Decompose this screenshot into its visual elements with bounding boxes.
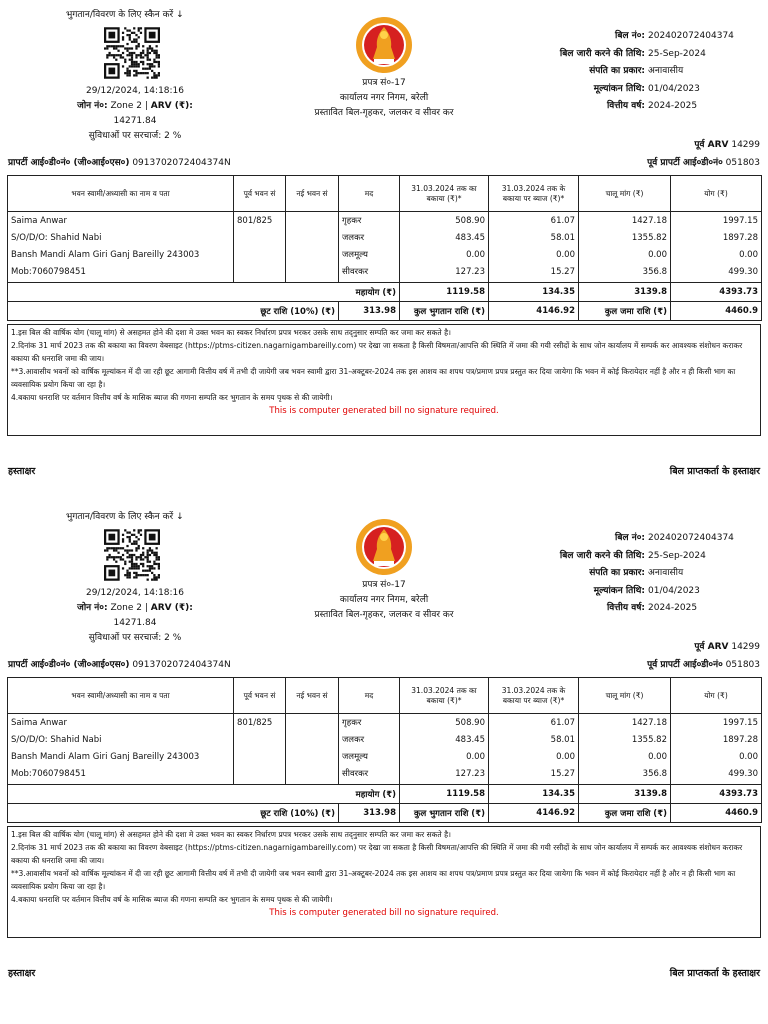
bill-number: 202402072404374 bbox=[648, 533, 734, 543]
bill-meta-left bbox=[60, 84, 210, 144]
nagar-nigam-logo bbox=[354, 15, 414, 75]
new-house-number bbox=[286, 714, 339, 785]
current-demand-values: 1427.18 1355.82 0.00 356.8 bbox=[579, 714, 671, 785]
column-header: 31.03.2024 तक के बकाया पर ब्याज (₹)* bbox=[489, 678, 579, 714]
surcharge-line: सुविधाओं पर सरचार्ज: 2 % bbox=[88, 633, 182, 643]
column-header: भवन स्वामी/अध्यासी का नाम व पता bbox=[8, 678, 234, 714]
column-header: मद bbox=[339, 176, 400, 212]
total-values: 1997.15 1897.28 0.00 499.30 bbox=[671, 212, 762, 283]
property-id: प्रापर्टी आई०डी०नं० (जी०आई०एस०) 0913702072404374N bbox=[8, 660, 231, 670]
grand-current: 3139.8 bbox=[579, 283, 671, 302]
arrears-values: 508.90 483.45 0.00 127.23 bbox=[400, 714, 489, 785]
down-arrow-icon: ↓ bbox=[176, 10, 184, 20]
table-header-row bbox=[8, 678, 762, 714]
column-header: योग (₹) bbox=[671, 176, 762, 212]
column-header: पूर्व भवन सं bbox=[234, 176, 286, 212]
note-item: 4.बकाया धनराशि पर वर्तमान वित्तीय वर्ष के मासिक ब्याज की गणना सम्पति कर भुगतान के समय पृथक से की जायेगी। bbox=[11, 895, 333, 904]
summary-row bbox=[8, 302, 762, 321]
signature-label: हस्ताक्षर bbox=[8, 466, 36, 477]
column-header: 31.03.2024 तक का बकाया (₹)* bbox=[400, 678, 489, 714]
nagar-nigam-logo bbox=[354, 517, 414, 577]
discount-amount: 313.98 bbox=[339, 302, 400, 321]
bill-subject: प्रस्तावित बिल-गृहकर, जलकर व सीवर कर bbox=[314, 108, 454, 118]
grand-total-row bbox=[8, 283, 762, 302]
financial-year: 2024-2025 bbox=[648, 603, 698, 613]
form-number: प्रपत्र सं०-17 bbox=[362, 580, 406, 590]
payable-amount: 4146.92 bbox=[489, 302, 579, 321]
grand-interest: 134.35 bbox=[489, 785, 579, 804]
owner-details bbox=[8, 714, 234, 785]
bill-subject: प्रस्तावित बिल-गृहकर, जलकर व सीवर कर bbox=[314, 610, 454, 620]
deposit-amount: 4460.9 bbox=[671, 804, 762, 823]
receiver-signature-label: बिल प्राप्तकर्ता के हस्ताक्षर bbox=[669, 466, 760, 477]
grand-total: 4393.73 bbox=[671, 283, 762, 302]
payable-label: कुल भुगतान राशि (₹) bbox=[400, 804, 489, 823]
column-header: चालू मांग (₹) bbox=[579, 678, 671, 714]
scan-instruction: भुगतान/विवरण के लिए स्कैन करें ↓ bbox=[66, 512, 184, 522]
table-header-row bbox=[8, 176, 762, 212]
down-arrow-icon: ↓ bbox=[176, 512, 184, 522]
table-row bbox=[8, 714, 762, 785]
note-item: **3.आवासीय भवनों को वार्षिक मूल्यांकन में दी जा रही छूट आगामी वित्तीय वर्ष में तभी दी जायेगी जब भवन स्वामी द्वारा 31-अक्टूबर-2024 तक इस आशय का शपथ पत्र/प्रमाण प्रपत्र प्रस्तुत कर दिया जायेगा कि भवन में कोई किरायेदार नहीं है और न ही किसी भाग का व्यवसायिक प्रयोग किया जा रहा है। bbox=[11, 869, 736, 891]
grand-current: 3139.8 bbox=[579, 785, 671, 804]
payable-label: कुल भुगतान राशि (₹) bbox=[400, 302, 489, 321]
office-info bbox=[300, 578, 468, 623]
assessment-date: 01/04/2023 bbox=[648, 83, 700, 94]
old-house-number: 801/825 bbox=[234, 714, 286, 785]
deposit-label: कुल जमा राशि (₹) bbox=[579, 804, 671, 823]
property-type: अनावासीय bbox=[648, 568, 684, 578]
bill-meta-right: बिल नं०: 202402072404374 बिल जारी करने की तिथि: 25-Sep-2024 संपति का प्रकार: अनावासीय मूल्यांकन तिथि: 01/04/2023 वित्तीय वर्ष: 2024-2025 bbox=[520, 530, 760, 618]
discount-label: छूट राशि (10%) (₹) bbox=[8, 804, 339, 823]
discount-amount: 313.98 bbox=[339, 804, 400, 823]
arrears-values: 508.90 483.45 0.00 127.23 bbox=[400, 212, 489, 283]
previous-property-id: पूर्व प्रापर्टी आई०डी०नं० 051803 bbox=[647, 660, 760, 670]
current-demand-values: 1427.18 1355.82 0.00 356.8 bbox=[579, 212, 671, 283]
deposit-amount: 4460.9 bbox=[671, 302, 762, 321]
column-header: भवन स्वामी/अध्यासी का नाम व पता bbox=[8, 176, 234, 212]
print-datetime: 29/12/2024, 14:18:16 bbox=[85, 86, 184, 96]
tax-table bbox=[7, 677, 762, 823]
payable-amount: 4146.92 bbox=[489, 804, 579, 823]
grand-arrears: 1119.58 bbox=[400, 785, 489, 804]
surcharge-line: सुविधाओं पर सरचार्ज: 2 % bbox=[88, 131, 182, 141]
previous-arv: पूर्व ARV 14299 bbox=[694, 140, 760, 150]
zone-arv-line: जोन नं०: Zone 2 | ARV (₹): 14271.84 bbox=[77, 101, 193, 126]
office-name: कार्यालय नगर निगम, बरेली bbox=[339, 595, 429, 605]
note-item: 2.दिनांक 31 मार्च 2023 तक की बकाया का विवरण वेबसाइट (https://ptms-citizen.nagarnigambareilly.com) पर देखा जा सकता है किसी विषमता/आपत्ति की स्थिति में जमा की गयी रसीदों के साथ जोन कार्यालय में सम्पर्क कर आवश्यक संशोधन कराकर बकाया की धनराशि जमा की जाय। bbox=[11, 843, 743, 865]
column-header: मद bbox=[339, 678, 400, 714]
new-house-number bbox=[286, 212, 339, 283]
office-name: कार्यालय नगर निगम, बरेली bbox=[339, 93, 429, 103]
grand-total-label: महायोग (₹) bbox=[8, 785, 400, 804]
issue-date: 25-Sep-2024 bbox=[648, 48, 706, 59]
bill-copy-2 bbox=[0, 502, 768, 1002]
computer-generated-notice: This is computer generated bill no signature required. bbox=[269, 406, 499, 416]
grand-interest: 134.35 bbox=[489, 283, 579, 302]
total-values: 1997.15 1897.28 0.00 499.30 bbox=[671, 714, 762, 785]
old-house-number: 801/825 bbox=[234, 212, 286, 283]
column-header: पूर्व भवन सं bbox=[234, 678, 286, 714]
grand-arrears: 1119.58 bbox=[400, 283, 489, 302]
deposit-label: कुल जमा राशि (₹) bbox=[579, 302, 671, 321]
note-item: 4.बकाया धनराशि पर वर्तमान वित्तीय वर्ष के मासिक ब्याज की गणना सम्पति कर भुगतान के समय पृथक से की जायेगी। bbox=[11, 393, 333, 402]
financial-year: 2024-2025 bbox=[648, 101, 698, 111]
office-info bbox=[300, 76, 468, 121]
property-type: अनावासीय bbox=[648, 66, 684, 76]
print-datetime: 29/12/2024, 14:18:16 bbox=[85, 588, 184, 598]
bill-copy-1 bbox=[0, 0, 768, 500]
previous-arv: पूर्व ARV 14299 bbox=[694, 642, 760, 652]
column-header: 31.03.2024 तक के बकाया पर ब्याज (₹)* bbox=[489, 176, 579, 212]
owner-relation: S/O/D/O: Shahid Nabi bbox=[11, 233, 102, 243]
terms-notes bbox=[7, 826, 761, 938]
grand-total: 4393.73 bbox=[671, 785, 762, 804]
assessment-date: 01/04/2023 bbox=[648, 585, 700, 596]
owner-name: Saima Anwar bbox=[11, 216, 68, 226]
qr-code-icon[interactable] bbox=[104, 27, 160, 79]
tax-table bbox=[7, 175, 762, 321]
qr-code-icon[interactable] bbox=[104, 529, 160, 581]
tax-heads: गृहकर जलकर जलमूल्य सीवरकर bbox=[339, 212, 400, 283]
bill-meta-right: बिल नं०: 202402072404374 बिल जारी करने की तिथि: 25-Sep-2024 संपति का प्रकार: अनावासीय मूल्यांकन तिथि: 01/04/2023 वित्तीय वर्ष: 2024-2025 bbox=[520, 28, 760, 116]
grand-total-row bbox=[8, 785, 762, 804]
column-header: योग (₹) bbox=[671, 678, 762, 714]
terms-notes bbox=[7, 324, 761, 436]
owner-relation: S/O/D/O: Shahid Nabi bbox=[11, 735, 102, 745]
issue-date: 25-Sep-2024 bbox=[648, 550, 706, 561]
previous-property-id: पूर्व प्रापर्टी आई०डी०नं० 051803 bbox=[647, 158, 760, 168]
table-row bbox=[8, 212, 762, 283]
computer-generated-notice: This is computer generated bill no signature required. bbox=[269, 908, 499, 918]
note-item: **3.आवासीय भवनों को वार्षिक मूल्यांकन में दी जा रही छूट आगामी वित्तीय वर्ष में तभी दी जायेगी जब भवन स्वामी द्वारा 31-अक्टूबर-2024 तक इस आशय का शपथ पत्र/प्रमाण प्रपत्र प्रस्तुत कर दिया जायेगा कि भवन में कोई किरायेदार नहीं है और न ही किसी भाग का व्यवसायिक प्रयोग किया जा रहा है। bbox=[11, 367, 736, 389]
owner-mobile: Mob:7060798451 bbox=[11, 769, 86, 779]
bill-number: 202402072404374 bbox=[648, 31, 734, 41]
owner-mobile: Mob:7060798451 bbox=[11, 267, 86, 277]
discount-label: छूट राशि (10%) (₹) bbox=[8, 302, 339, 321]
signature-label: हस्ताक्षर bbox=[8, 968, 36, 979]
receiver-signature-label: बिल प्राप्तकर्ता के हस्ताक्षर bbox=[669, 968, 760, 979]
form-number: प्रपत्र सं०-17 bbox=[362, 78, 406, 88]
column-header: नई भवन सं bbox=[286, 678, 339, 714]
interest-values: 61.07 58.01 0.00 15.27 bbox=[489, 714, 579, 785]
column-header: चालू मांग (₹) bbox=[579, 176, 671, 212]
bill-meta-left bbox=[60, 586, 210, 646]
owner-address: Bansh Mandi Alam Giri Ganj Bareilly 243003 bbox=[11, 752, 200, 762]
property-id: प्रापर्टी आई०डी०नं० (जी०आई०एस०) 0913702072404374N bbox=[8, 158, 231, 168]
grand-total-label: महायोग (₹) bbox=[8, 283, 400, 302]
tax-heads: गृहकर जलकर जलमूल्य सीवरकर bbox=[339, 714, 400, 785]
owner-details bbox=[8, 212, 234, 283]
note-item: 1.इस बिल की वार्षिक योग (चालू मांग) से असहमत होने की दशा मे उक्त भवन का स्वकर निर्धारण प्रपत्र भरकर उसके साथ तद्नुसार सम्पति कर जमा कर सकते है। bbox=[11, 830, 451, 839]
note-item: 1.इस बिल की वार्षिक योग (चालू मांग) से असहमत होने की दशा मे उक्त भवन का स्वकर निर्धारण प्रपत्र भरकर उसके साथ तद्नुसार सम्पति कर जमा कर सकते है। bbox=[11, 328, 451, 337]
note-item: 2.दिनांक 31 मार्च 2023 तक की बकाया का विवरण वेबसाइट (https://ptms-citizen.nagarnigambareilly.com) पर देखा जा सकता है किसी विषमता/आपत्ति की स्थिति में जमा की गयी रसीदों के साथ जोन कार्यालय में सम्पर्क कर आवश्यक संशोधन कराकर बकाया की धनराशि जमा की जाय। bbox=[11, 341, 743, 363]
owner-address: Bansh Mandi Alam Giri Ganj Bareilly 243003 bbox=[11, 250, 200, 260]
scan-instruction: भुगतान/विवरण के लिए स्कैन करें ↓ bbox=[66, 10, 184, 20]
owner-name: Saima Anwar bbox=[11, 718, 68, 728]
summary-row bbox=[8, 804, 762, 823]
column-header: नई भवन सं bbox=[286, 176, 339, 212]
column-header: 31.03.2024 तक का बकाया (₹)* bbox=[400, 176, 489, 212]
interest-values: 61.07 58.01 0.00 15.27 bbox=[489, 212, 579, 283]
zone-arv-line: जोन नं०: Zone 2 | ARV (₹): 14271.84 bbox=[77, 603, 193, 628]
